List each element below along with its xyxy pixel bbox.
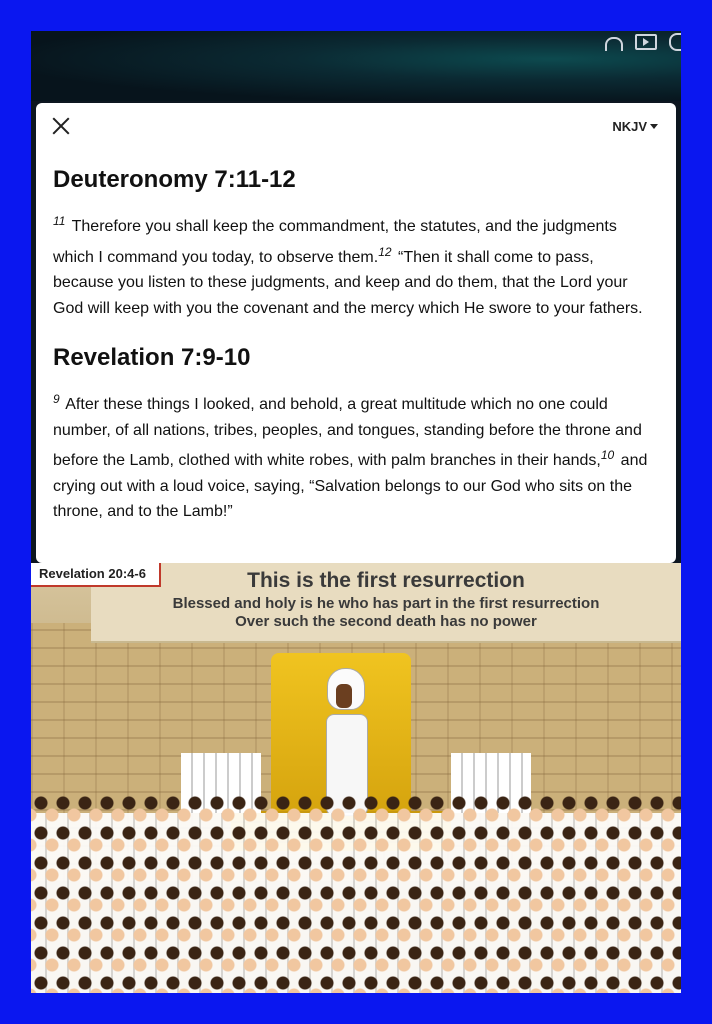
verse-card — [36, 103, 676, 563]
version-label: NKJV — [612, 119, 647, 134]
verse-text: Therefore you shall keep the commandment, the statutes, and the judgments which I command you today, to observe them. — [53, 218, 617, 266]
verse-number: 9 — [53, 392, 60, 406]
verse-number: 12 — [378, 244, 392, 259]
passage-title: Deuteronomy 7:11-12 — [53, 166, 296, 193]
crowd — [31, 793, 681, 993]
verse-number: 11 — [53, 214, 66, 228]
verse-text: and crying out with a loud voice, saying, “Salvation belongs to our God who sits on the throne, and to the Lamb!” — [53, 452, 648, 520]
resurrection-illustration — [31, 563, 681, 993]
screen-frame — [31, 31, 681, 993]
verse-text: After these things I looked, and behold, a great multitude which no one could number, of all nations, tribes, peoples, and tongues, standing before the throne and before the Lamb, clothed with white robes, with palm branches in their hands, — [53, 396, 642, 469]
caret-down-icon — [650, 124, 658, 129]
partial-icon[interactable] — [669, 33, 681, 51]
passage-text — [53, 387, 650, 525]
figure-face — [336, 684, 352, 708]
passages — [53, 165, 650, 547]
version-selector[interactable] — [612, 119, 658, 134]
verse-number: 10 — [600, 448, 615, 462]
passage-text — [53, 209, 650, 321]
verse-text: “Then it shall come to pass, because you listen to these judgments, and keep and do them, that the Lord your God will keep with you the covenant and the mercy which He swore to your fathers. — [53, 248, 643, 317]
passage-title: Revelation 7:9-10 — [53, 344, 251, 371]
reference-tag: Revelation 20:4-6 — [31, 563, 161, 587]
top-icon-bar — [605, 33, 681, 51]
banner-title: This is the first resurrection — [247, 569, 525, 592]
banner-subtitle: Blessed and holy is he who has part in the first resurrection — [172, 595, 600, 612]
close-icon[interactable] — [52, 117, 70, 135]
banner — [91, 563, 681, 643]
headphones-icon[interactable] — [605, 37, 623, 51]
banner-subtitle: Over such the second death has no power — [235, 613, 537, 630]
video-icon[interactable] — [635, 34, 657, 50]
video-background — [31, 31, 681, 101]
